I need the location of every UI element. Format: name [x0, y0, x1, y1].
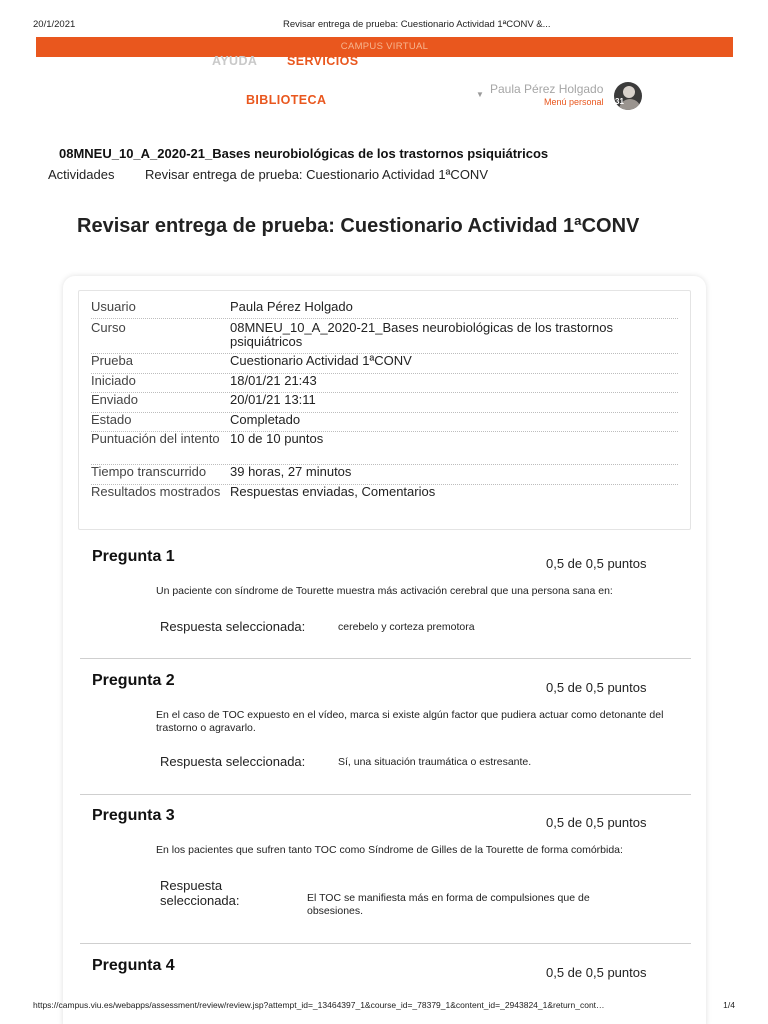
user-menu[interactable] [476, 81, 646, 113]
detail-label: Curso [91, 320, 126, 335]
question-separator [80, 794, 691, 795]
nav-ayuda-link[interactable]: AYUDA [212, 54, 258, 68]
detail-label: Enviado [91, 392, 138, 407]
detail-row-usuario [91, 300, 678, 319]
detail-value: 20/01/21 13:11 [230, 392, 316, 407]
detail-value: Cuestionario Actividad 1ªCONV [230, 353, 412, 368]
answer-value: El TOC se manifiesta más en forma de compulsiones que de obsesiones. [307, 892, 590, 917]
detail-value: Paula Pérez Holgado [230, 299, 353, 314]
question-text: Un paciente con síndrome de Tourette muestra más activación cerebral que una persona sana en: [156, 585, 613, 597]
personal-menu-link[interactable]: Menú personal [544, 97, 604, 107]
user-name: Paula Pérez Holgado [490, 82, 604, 96]
nav-servicios-link[interactable]: SERVICIOS [287, 54, 359, 68]
detail-label: Estado [91, 412, 132, 427]
question-points: 0,5 de 0,5 puntos [546, 965, 647, 980]
detail-row-prueba [91, 354, 678, 374]
question-2 [63, 672, 706, 794]
detail-row-curso [91, 321, 678, 354]
question-4 [63, 957, 706, 997]
detail-label: Iniciado [91, 373, 136, 388]
detail-row-resultados [91, 485, 678, 519]
question-title: Pregunta 1 [92, 548, 175, 565]
caret-down-icon: ▼ [476, 90, 484, 99]
breadcrumb-current: Revisar entrega de prueba: Cuestionario Actividad 1ªCONV [145, 167, 488, 182]
course-title: 08MNEU_10_A_2020-21_Bases neurobiológicas de los trastornos psiquiátricos [59, 146, 549, 161]
question-3 [63, 807, 706, 943]
detail-value: Respuestas enviadas, Comentarios [230, 484, 436, 499]
breadcrumb-actividades[interactable]: Actividades [48, 167, 115, 182]
question-1 [63, 548, 706, 658]
answer-value: cerebelo y corteza premotora [338, 621, 475, 633]
detail-value: 39 horas, 27 minutos [230, 464, 352, 479]
detail-label: Tiempo transcurrido [91, 464, 207, 479]
question-separator [80, 943, 691, 944]
detail-label: Resultados mostrados [91, 484, 221, 499]
print-url: https://campus.viu.es/webapps/assessment/review/review.jsp?attempt_id=_13464397_1&course_id=_78379_1&content_id=_2943824_1&return_cont… [33, 1000, 605, 1010]
campus-top-bar [36, 37, 733, 57]
page-title: Revisar entrega de prueba: Cuestionario Actividad 1ªCONV [77, 215, 640, 237]
review-card [63, 276, 706, 1024]
detail-value: Completado [230, 412, 301, 427]
nav-biblioteca-link[interactable]: BIBLIOTECA [246, 93, 327, 107]
question-separator [80, 658, 691, 659]
print-document-title: Revisar entrega de prueba: Cuestionario Actividad 1ªCONV &... [283, 19, 551, 30]
print-header [0, 0, 768, 36]
detail-label: Prueba [91, 353, 133, 368]
detail-row-puntuacion [91, 432, 678, 465]
answer-label: Respuesta seleccionada: [160, 619, 306, 634]
question-title: Pregunta 2 [92, 672, 175, 689]
notification-badge: 31 [615, 97, 624, 106]
detail-row-iniciado [91, 374, 678, 393]
detail-label: Usuario [91, 299, 136, 314]
answer-value: Sí, una situación traumática o estresante. [338, 756, 532, 768]
question-points: 0,5 de 0,5 puntos [546, 680, 647, 695]
detail-row-enviado [91, 393, 678, 413]
question-text: En el caso de TOC expuesto en el vídeo, marca si existe algún factor que pudiera actuar como detonante del trastorno o agravarlo. [156, 709, 664, 734]
campus-bar-label: CAMPUS VIRTUAL [340, 41, 429, 52]
question-text: En los pacientes que sufren tanto TOC como Síndrome de Gilles de la Tourette de forma comórbida: [156, 844, 623, 856]
question-points: 0,5 de 0,5 puntos [546, 815, 647, 830]
detail-value: 08MNEU_10_A_2020-21_Bases neurobiológicas de los trastornos psiquiátricos [230, 320, 614, 349]
detail-label: Puntuación del intento [91, 431, 220, 446]
answer-label: Respuesta seleccionada: [160, 878, 240, 908]
detail-row-estado [91, 413, 678, 432]
question-title: Pregunta 3 [92, 807, 175, 824]
print-date: 20/1/2021 [33, 19, 76, 30]
print-page-number: 1/4 [723, 1000, 735, 1010]
detail-value: 10 de 10 puntos [230, 431, 324, 446]
detail-value: 18/01/21 21:43 [230, 373, 317, 388]
answer-label: Respuesta seleccionada: [160, 754, 306, 769]
question-points: 0,5 de 0,5 puntos [546, 556, 647, 571]
question-title: Pregunta 4 [92, 957, 175, 974]
attempt-details [78, 290, 691, 530]
detail-row-tiempo [91, 465, 678, 485]
